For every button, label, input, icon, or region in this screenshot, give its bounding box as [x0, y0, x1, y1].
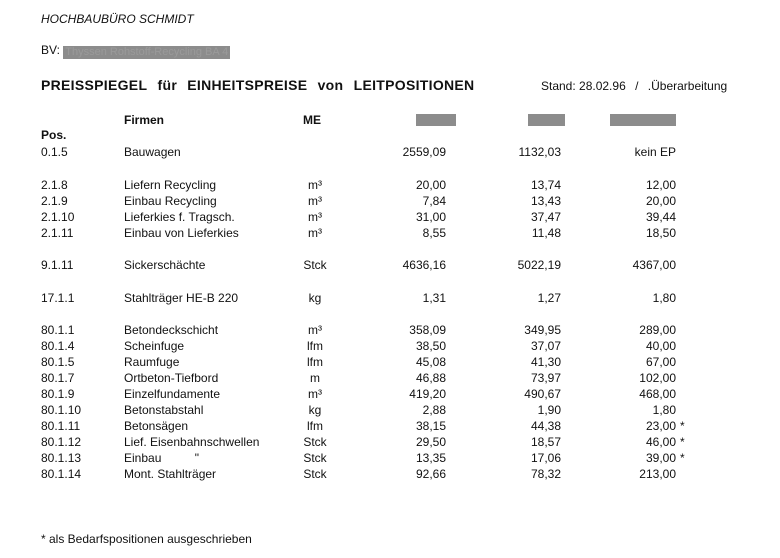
row-price-firm3: 46,00 [645, 435, 676, 449]
row-pos: 0.1.5 [41, 145, 68, 159]
row-description: Bauwagen [124, 145, 181, 159]
column-header-me: ME [303, 113, 321, 127]
row-price-firm3: 12,00 [645, 178, 676, 192]
table-row [0, 418, 780, 434]
row-description: Liefern Recycling [124, 178, 217, 192]
row-pos: 80.1.11 [41, 419, 81, 433]
row-unit: lfm [307, 355, 323, 369]
row-description: Betonstabstahl [124, 403, 204, 417]
row-price-firm2: 37,47 [530, 210, 561, 224]
row-price-firm1: 2,88 [422, 403, 446, 417]
row-price-firm2: 18,57 [530, 435, 561, 449]
row-price-firm3: 67,00 [645, 355, 676, 369]
column-header-firm2-redacted [528, 114, 565, 126]
row-price-firm1: 20,00 [415, 178, 446, 192]
table-row [0, 257, 780, 273]
row-price-firm3: 468,00 [639, 387, 676, 401]
title-word: PREISSPIEGEL [41, 77, 148, 93]
row-price-firm2: 11,48 [531, 226, 561, 240]
row-price-firm1: 13,35 [415, 451, 446, 465]
row-price-firm2: 17,06 [530, 451, 561, 465]
table-row [0, 370, 780, 386]
row-price-firm3: 102,00 [639, 371, 676, 385]
row-pos: 80.1.9 [41, 387, 75, 401]
row-price-firm3: 4367,00 [632, 258, 676, 272]
row-note-marker: * [680, 451, 685, 465]
row-price-firm1: 38,50 [415, 339, 446, 353]
row-description: Betondeckschicht [124, 323, 219, 337]
row-unit: m³ [308, 194, 322, 208]
row-unit: lfm [307, 419, 323, 433]
row-price-firm2: 13,74 [530, 178, 561, 192]
row-description: Einbau Recycling [124, 194, 217, 208]
stand-separator: / [635, 79, 639, 93]
company-name: HOCHBAUBÜRO SCHMIDT [41, 12, 194, 26]
row-pos: 80.1.13 [41, 451, 82, 465]
row-price-firm2: 37,07 [530, 339, 561, 353]
row-pos: 80.1.14 [41, 467, 82, 481]
row-price-firm2: 5022,19 [517, 258, 561, 272]
row-price-firm1: 46,88 [415, 371, 446, 385]
row-price-firm1: 38,15 [415, 419, 446, 433]
table-row [0, 402, 780, 418]
row-unit: m³ [308, 178, 322, 192]
title-word: EINHEITSPREISE [187, 77, 308, 93]
row-unit: Stck [303, 451, 327, 465]
document-title [41, 77, 480, 93]
table-row [0, 290, 780, 306]
table-row [0, 434, 780, 450]
row-price-firm2: 1,27 [537, 291, 561, 305]
row-unit: m [310, 371, 320, 385]
row-pos: 2.1.9 [41, 194, 68, 208]
table-row [0, 225, 780, 241]
table-row [0, 338, 780, 354]
stand-date [541, 79, 727, 93]
row-price-firm1: 419,20 [409, 387, 446, 401]
bv-value-redacted: Thyssen Rohstoff-Recycling BA 4 [65, 46, 229, 58]
row-pos: 80.1.1 [41, 323, 75, 337]
row-price-firm2: 73,97 [530, 371, 561, 385]
row-pos: 9.1.11 [41, 258, 74, 272]
row-unit: kg [308, 291, 322, 305]
stand-label: Stand: 28.02.96 [541, 79, 626, 93]
table-row [0, 177, 780, 193]
row-price-firm1: 7,84 [422, 194, 446, 208]
row-note-marker: * [680, 419, 685, 433]
row-price-firm3: 18,50 [645, 226, 676, 240]
row-price-firm2: 1,90 [537, 403, 561, 417]
row-price-firm3: 39,44 [645, 210, 676, 224]
bv-label: BV: [41, 43, 60, 57]
table-row [0, 322, 780, 338]
bv-line [41, 43, 230, 59]
row-pos: 80.1.7 [41, 371, 75, 385]
table-row [0, 450, 780, 466]
row-unit: lfm [307, 339, 323, 353]
row-unit: m³ [308, 323, 322, 337]
row-price-firm1: 31,00 [415, 210, 446, 224]
row-price-firm1: 1,31 [422, 291, 446, 305]
row-price-firm3: 289,00 [639, 323, 676, 337]
row-price-firm2: 490,67 [524, 387, 561, 401]
row-price-firm2: 349,95 [524, 323, 561, 337]
row-pos: 17.1.1 [41, 291, 75, 305]
row-price-firm3: 39,00 [645, 451, 676, 465]
table-row [0, 466, 780, 482]
table-row [0, 193, 780, 209]
row-description: Raumfuge [124, 355, 180, 369]
row-description: Einbau von Lieferkies [124, 226, 239, 240]
row-price-firm1: 45,08 [415, 355, 446, 369]
row-description: Lieferkies f. Tragsch. [124, 210, 235, 224]
row-description: Betonsägen [124, 419, 189, 433]
row-price-firm3: 23,00 [645, 419, 676, 433]
row-pos: 80.1.12 [41, 435, 82, 449]
row-price-firm2: 78,32 [530, 467, 561, 481]
column-header-firm1-redacted [416, 114, 456, 126]
row-description: Scheinfuge [124, 339, 185, 353]
revision-label: .Überarbeitung [647, 79, 728, 93]
row-price-firm3: 20,00 [645, 194, 676, 208]
column-header-pos: Pos. [41, 128, 67, 142]
row-price-firm3: 1,80 [652, 403, 676, 417]
row-price-firm3: 213,00 [639, 467, 676, 481]
row-price-firm2: 44,38 [530, 419, 561, 433]
title-word: für [157, 77, 178, 93]
row-unit: Stck [303, 258, 327, 272]
table-row [0, 386, 780, 402]
table-row [0, 144, 780, 160]
table-row [0, 209, 780, 225]
row-price-firm3: 40,00 [645, 339, 676, 353]
title-word: von [317, 77, 344, 93]
row-pos: 80.1.4 [41, 339, 75, 353]
row-description: Mont. Stahlträger [124, 467, 217, 481]
row-price-firm1: 92,66 [415, 467, 446, 481]
row-price-firm1: 29,50 [415, 435, 446, 449]
title-word: LEITPOSITIONEN [353, 77, 475, 93]
row-unit: m³ [308, 226, 322, 240]
row-price-firm3: 1,80 [652, 291, 676, 305]
row-description: Sickerschächte [124, 258, 206, 272]
row-pos: 80.1.5 [41, 355, 75, 369]
row-unit: Stck [303, 467, 327, 481]
row-price-firm1: 8,55 [422, 226, 446, 240]
row-price-firm1: 358,09 [409, 323, 446, 337]
row-unit: m³ [308, 210, 322, 224]
row-price-firm2: 41,30 [530, 355, 561, 369]
row-price-firm2: 1132,03 [518, 145, 561, 159]
row-description: Lief. Eisenbahnschwellen [124, 435, 260, 449]
row-unit: Stck [303, 435, 327, 449]
row-pos: 2.1.8 [41, 178, 68, 192]
row-description: Stahlträger HE-B 220 [124, 291, 239, 305]
row-description: Einzelfundamente [124, 387, 221, 401]
row-pos: 2.1.10 [41, 210, 75, 224]
row-price-firm3: kein EP [634, 145, 676, 159]
column-header-firmen: Firmen [124, 113, 165, 127]
row-pos: 2.1.11 [41, 226, 74, 240]
row-unit: kg [308, 403, 322, 417]
row-description: Ortbeton-Tiefbord [124, 371, 219, 385]
row-description: Einbau " [124, 451, 199, 465]
row-price-firm1: 4636,16 [402, 258, 446, 272]
footnote: * als Bedarfspositionen ausgeschrieben [41, 532, 252, 546]
row-price-firm1: 2559,09 [402, 145, 446, 159]
column-header-firm3-redacted [610, 114, 676, 126]
table-row [0, 354, 780, 370]
row-pos: 80.1.10 [41, 403, 82, 417]
row-unit: m³ [308, 387, 322, 401]
row-price-firm2: 13,43 [530, 194, 561, 208]
row-note-marker: * [680, 435, 685, 449]
